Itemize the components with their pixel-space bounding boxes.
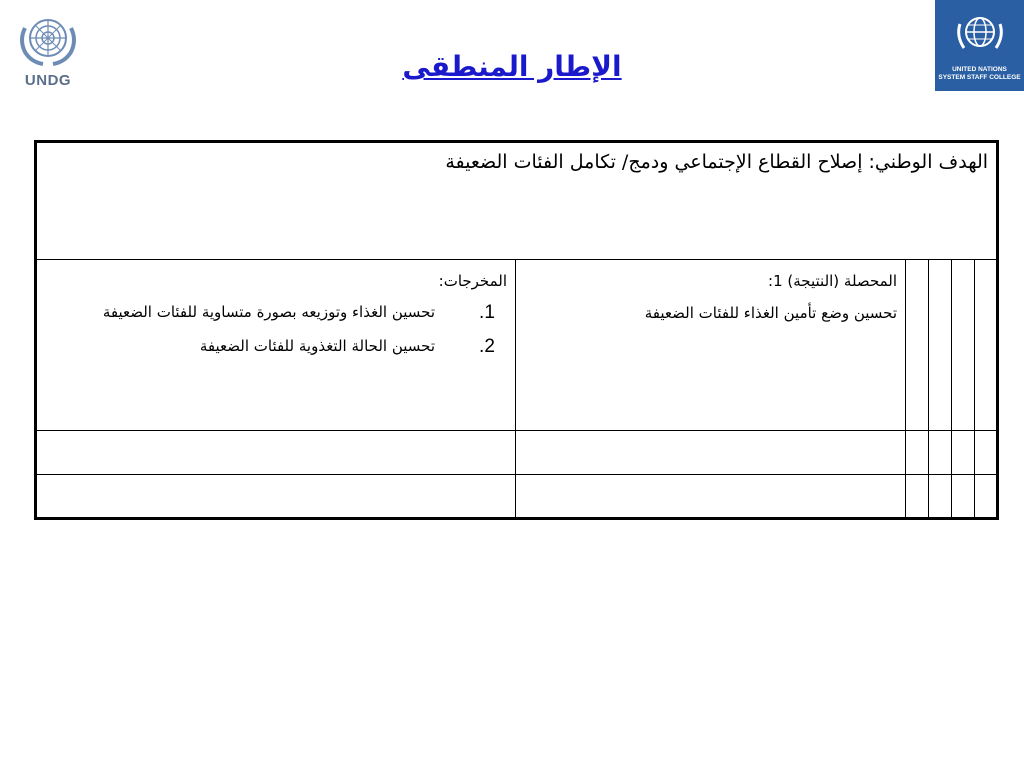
output-item — [45, 336, 507, 358]
national-goal-text: الهدف الوطني: إصلاح القطاع الإجتماعي ودمج/ تكامل الفئات الضعيفة — [445, 151, 989, 173]
undg-logo — [10, 8, 86, 92]
goal-row — [36, 142, 998, 260]
unssc-emblem-icon — [952, 6, 1008, 62]
unssc-logo — [935, 0, 1024, 91]
un-emblem-icon — [13, 8, 83, 70]
outcome-row — [36, 260, 998, 431]
empty-cell — [516, 431, 906, 475]
outcome-label: المحصلة (النتيجة) 1: — [768, 272, 898, 290]
outcome-cell — [516, 260, 906, 431]
narrow-cell — [929, 260, 952, 431]
output-number: 2. — [479, 336, 495, 357]
empty-row — [36, 475, 998, 519]
narrow-cell — [952, 475, 975, 519]
narrow-cell — [952, 260, 975, 431]
page-title: الإطار المنطقى — [402, 50, 622, 83]
outcome-text: تحسين وضع تأمين الغذاء للفئات الضعيفة — [644, 304, 898, 322]
narrow-cell — [975, 475, 998, 519]
goal-cell — [36, 142, 998, 260]
unssc-wordmark-line2: SYSTEM STAFF COLLEGE — [938, 74, 1021, 81]
empty-cell — [36, 475, 516, 519]
empty-cell — [36, 431, 516, 475]
narrow-cell — [975, 260, 998, 431]
undg-wordmark: UNDG — [24, 72, 72, 89]
output-item — [45, 302, 507, 324]
output-text: تحسين الحالة التغذوية للفئات الضعيفة — [199, 337, 436, 355]
narrow-cell — [906, 260, 929, 431]
narrow-cell — [929, 475, 952, 519]
output-number: 1. — [479, 302, 495, 323]
output-text: تحسين الغذاء وتوزيعه بصورة متساوية للفئات الضعيفة — [102, 303, 436, 321]
narrow-cell — [906, 475, 929, 519]
narrow-cell — [952, 431, 975, 475]
narrow-cell — [929, 431, 952, 475]
unssc-wordmark-line1: UNITED NATIONS — [952, 66, 1007, 73]
logframe-table — [34, 140, 999, 520]
outputs-cell — [36, 260, 516, 431]
outputs-label: المخرجات: — [438, 272, 508, 290]
unssc-wordmark — [935, 66, 1024, 82]
narrow-cell — [975, 431, 998, 475]
empty-row — [36, 431, 998, 475]
empty-cell — [516, 475, 906, 519]
narrow-cell — [906, 431, 929, 475]
